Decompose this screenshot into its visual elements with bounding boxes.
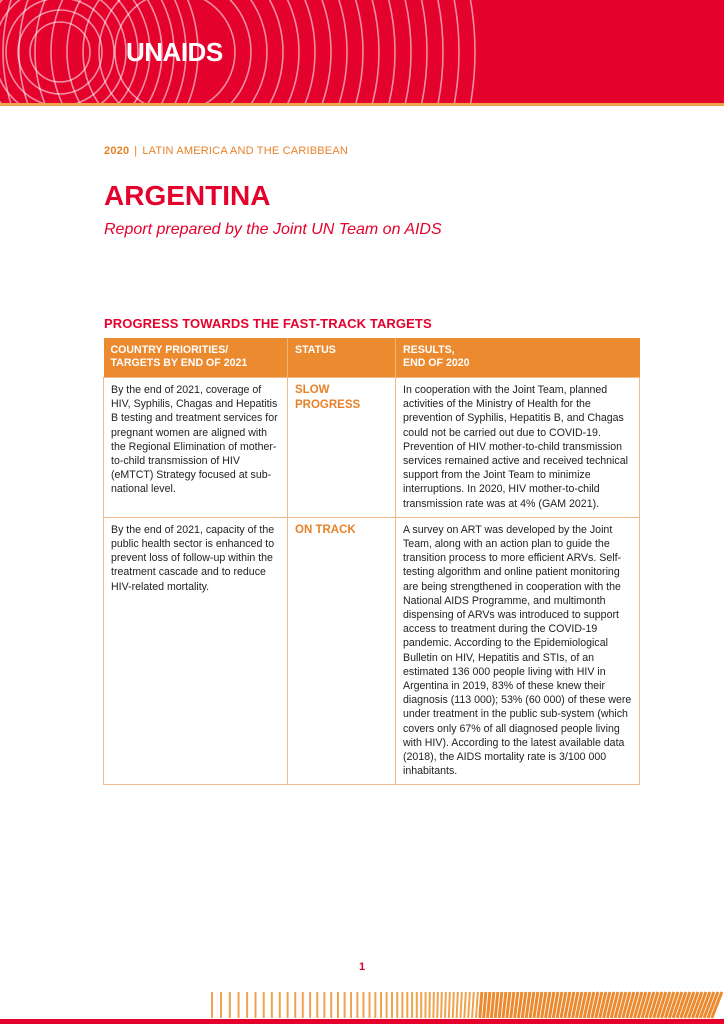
section-title: PROGRESS TOWARDS THE FAST-TRACK TARGETS (104, 316, 432, 331)
ring-line (6, 0, 114, 103)
status-label: SLOW (295, 384, 330, 396)
report-meta (104, 145, 348, 157)
header-line: COUNTRY PRIORITIES/ (110, 344, 229, 356)
meta-separator: | (134, 145, 138, 157)
status-cell (288, 378, 396, 518)
column-header-results (396, 338, 640, 378)
report-subtitle: Report prepared by the Joint UN Team on AIDS (104, 221, 442, 238)
stripe-line (453, 992, 454, 1018)
stripe-line (468, 992, 470, 1018)
table-header-row (104, 338, 640, 378)
stripe-line (495, 992, 498, 1018)
footer-stripe-pattern (0, 990, 724, 1020)
stripe-line (437, 992, 438, 1018)
stripe-line (503, 992, 506, 1018)
header-line: RESULTS, (403, 344, 455, 356)
stripe-line (464, 992, 466, 1018)
stripe-line (460, 992, 461, 1018)
country-title: ARGENTINA (104, 180, 271, 211)
stripe-line (476, 992, 478, 1018)
column-header-priorities (104, 338, 288, 378)
stripe-line (472, 992, 474, 1018)
stripe-line (457, 992, 458, 1018)
column-header-status (288, 338, 396, 378)
stripe-line (480, 992, 482, 1018)
stripe-line (441, 992, 442, 1018)
priority-cell: By the end of 2021, capacity of the public health sector is enhanced to prevent loss of follow-up within the treatment cascade and to reduce HIV-related mortality. (104, 517, 288, 785)
header-line: TARGETS BY END OF 2021 (110, 357, 248, 369)
header-banner (0, 0, 724, 103)
stripe-line (515, 992, 518, 1018)
footer-bar (0, 1019, 724, 1024)
status-cell (288, 517, 396, 785)
stripe-line (484, 992, 486, 1018)
table-row (104, 517, 640, 785)
stripe-line (491, 992, 493, 1018)
ring-line (0, 0, 475, 103)
ring-line (0, 0, 459, 103)
header-line: STATUS (295, 344, 336, 356)
unaids-logo: UNAIDS (126, 37, 223, 67)
report-region: LATIN AMERICA AND THE CARIBBEAN (142, 145, 349, 157)
stripe-line (511, 992, 514, 1018)
report-year: 2020 (104, 145, 130, 157)
ring-line (30, 22, 90, 82)
status-label: ON TRACK (295, 523, 356, 536)
status-label: PROGRESS (295, 398, 361, 411)
fast-track-targets-table (103, 338, 640, 785)
table-row (104, 378, 640, 518)
stripe-line (445, 992, 446, 1018)
result-cell: In cooperation with the Joint Team, planned activities of the Ministry of Health for the prevention of Syphilis, Hepatitis B, and Chagas could not be carried out due to COVID-19. Prevention of HIV mother-to-child transmission services remained active and received technical support from the Joint Team to minimize interruptions. In 2020, HIV mother-to-child transmission rate was at 4% (GAM 2021). (396, 378, 640, 518)
stripe-line (499, 992, 502, 1018)
header-divider (0, 103, 724, 106)
page-number: 1 (358, 961, 366, 973)
stripe-line (488, 992, 490, 1018)
header-line: END OF 2020 (403, 357, 470, 369)
stripe-line (507, 992, 510, 1018)
stripe-line (449, 992, 450, 1018)
decorative-ring-pattern (0, 0, 724, 103)
priority-cell: By the end of 2021, coverage of HIV, Syphilis, Chagas and Hepatitis B testing and treatment services for pregnant women are aligned with the Regional Elimination of mother-to-child transmission of HIV (eMTCT) Strategy focused at sub-national level. (104, 378, 288, 518)
result-cell: A survey on ART was developed by the Joint Team, along with an action plan to guide the transition process to more efficient ARVs. Self-testing algorithm and online patient monitoring are being strengthened in cooperation with the National AIDS Programme, and multimonth dispensing of ARVs was introduced to support access to treatment during the COVID-19 pandemic. According to the Epidemiological Bulletin on HIV, Hepatitis and STIs, of an estimated 136 000 people living with HIV in Argentina in 2019, 83% of these knew their diagnosis (113 000); 53% (60 000) of these were under treatment in the public sub-system (which covers only 67% of all diagnosed people living with HIV). According to the latest available data (2018), the AIDS mortality rate is 3/100 000 inhabitants. (396, 517, 640, 785)
